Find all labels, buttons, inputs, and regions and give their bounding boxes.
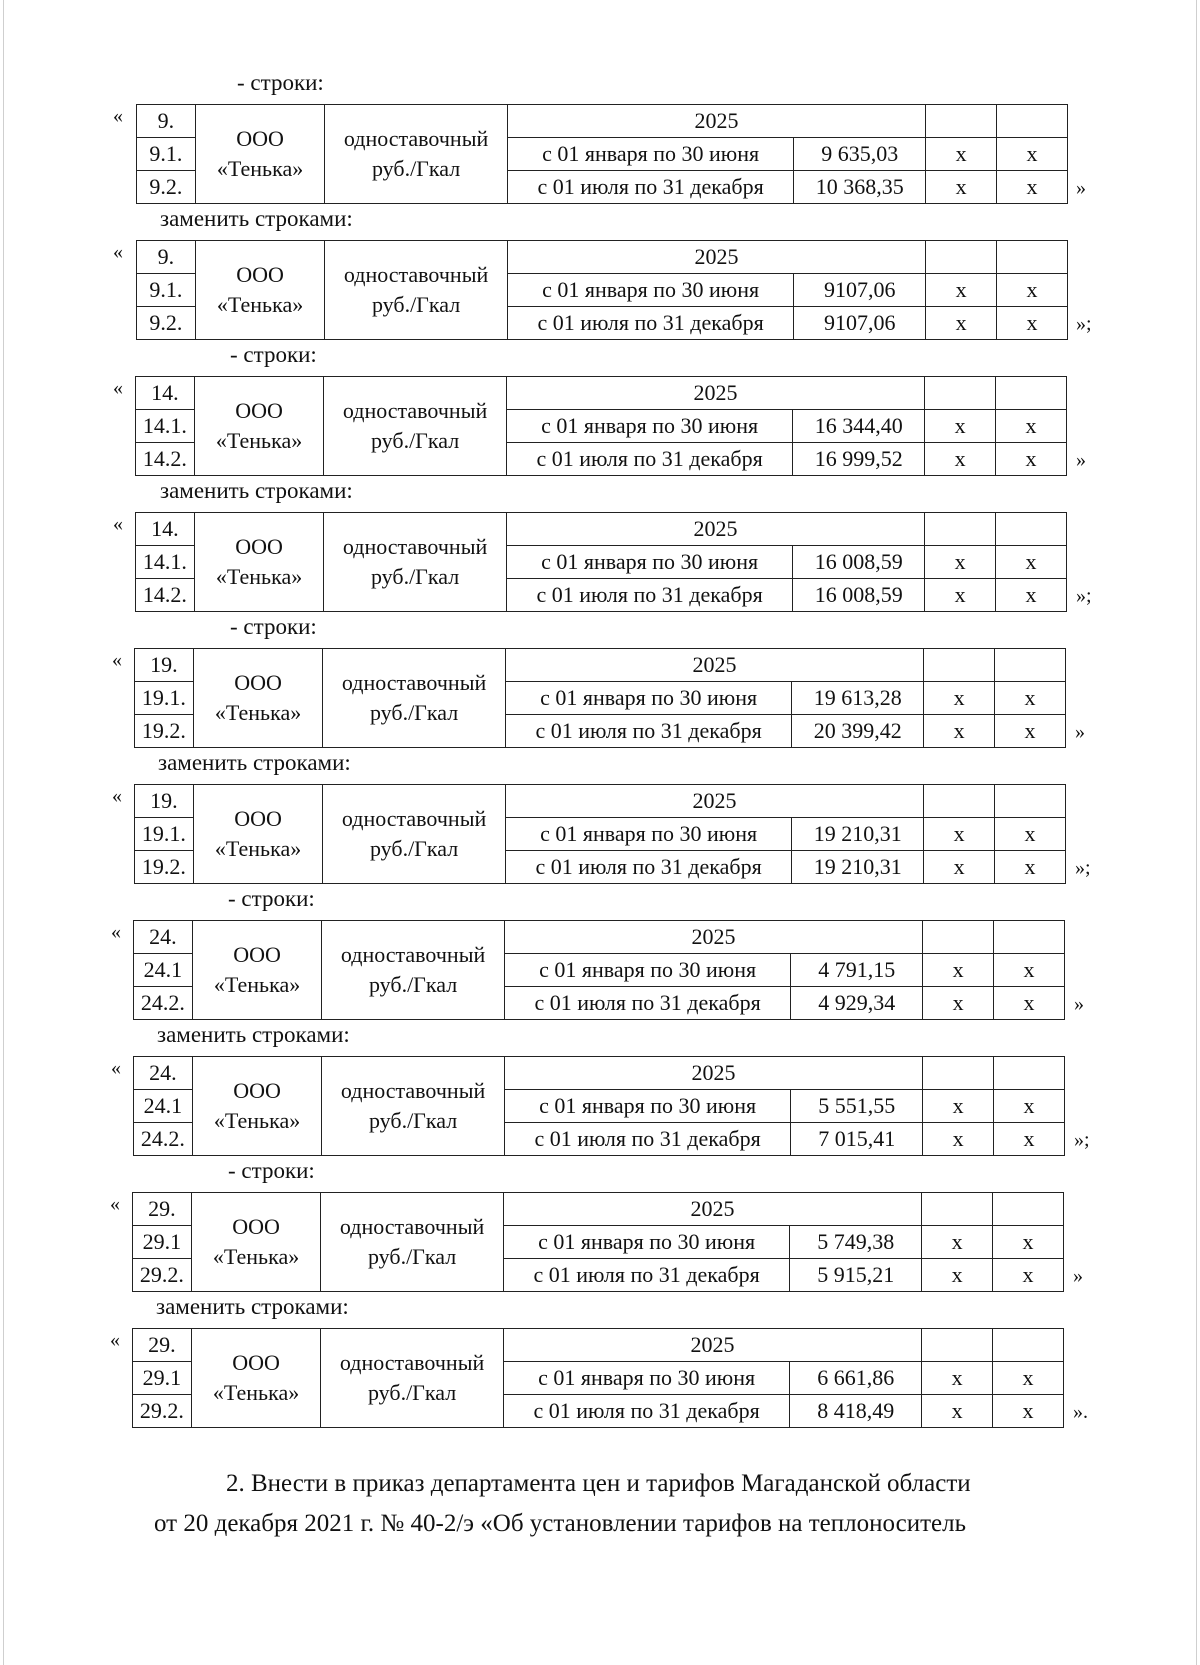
year-cell: 2025: [507, 105, 925, 138]
organization-cell: ООО «Тенька»: [191, 1193, 321, 1292]
x-mark-cell: х: [993, 1259, 1064, 1292]
empty-cell: [993, 1193, 1064, 1226]
tariff-table: [135, 376, 1067, 476]
tariff-value-cell: 4 929,34: [791, 987, 923, 1020]
empty-cell: [997, 105, 1068, 138]
tariff-kind-cell: одноставочный руб./Гкал: [323, 649, 505, 748]
tariff-kind-cell: одноставочный руб./Гкал: [322, 1057, 504, 1156]
x-mark-cell: х: [925, 410, 996, 443]
empty-cell: [923, 1057, 994, 1090]
sub-number-cell: 14.2.: [136, 579, 195, 612]
quote-close: »;: [1074, 1129, 1090, 1151]
quote-open: «: [110, 1329, 120, 1351]
table-row: [134, 1057, 1065, 1090]
quote-close: »: [1074, 993, 1084, 1015]
x-mark-cell: х: [995, 715, 1066, 748]
x-mark-cell: х: [993, 1395, 1064, 1428]
quote-open: «: [111, 1057, 121, 1079]
period-cell: с 01 июля по 31 декабря: [506, 579, 793, 612]
period-cell: с 01 января по 30 июня: [507, 138, 794, 171]
tariff-value-cell: 20 399,42: [792, 715, 924, 748]
table-row: [133, 1193, 1064, 1226]
x-mark-cell: х: [996, 546, 1067, 579]
table-row: [137, 105, 1068, 138]
row-number-cell: 9.: [137, 105, 196, 138]
empty-cell: [922, 1329, 993, 1362]
period-cell: с 01 июля по 31 декабря: [504, 987, 791, 1020]
period-cell: с 01 июля по 31 декабря: [506, 443, 793, 476]
scan-edge-left: [3, 0, 4, 1665]
tariff-value-cell: 19 210,31: [792, 818, 924, 851]
tariff-value-cell: 16 344,40: [793, 410, 925, 443]
row-number-cell: 19.: [135, 649, 194, 682]
sub-number-cell: 19.1.: [135, 682, 194, 715]
period-cell: с 01 июля по 31 декабря: [505, 851, 792, 884]
quote-open: «: [113, 513, 123, 535]
tariff-table: [132, 1192, 1064, 1292]
empty-cell: [996, 377, 1067, 410]
empty-cell: [925, 377, 996, 410]
x-mark-cell: х: [996, 443, 1067, 476]
x-mark-cell: х: [925, 579, 996, 612]
tariff-table: [136, 104, 1068, 204]
caption-old-rows: - строки:: [228, 1158, 315, 1183]
sub-number-cell: 24.1: [134, 954, 193, 987]
sub-number-cell: 19.1.: [135, 818, 194, 851]
period-cell: с 01 января по 30 июня: [504, 954, 791, 987]
sub-number-cell: 29.2.: [133, 1259, 192, 1292]
year-cell: 2025: [506, 377, 924, 410]
x-mark-cell: х: [924, 715, 995, 748]
x-mark-cell: х: [993, 1226, 1064, 1259]
caption-old-rows: - строки:: [230, 342, 317, 367]
tariff-table: [134, 648, 1066, 748]
x-mark-cell: х: [993, 1362, 1064, 1395]
empty-cell: [997, 241, 1068, 274]
x-mark-cell: х: [997, 138, 1068, 171]
year-cell: 2025: [506, 513, 924, 546]
x-mark-cell: х: [926, 274, 997, 307]
tariff-value-cell: 10 368,35: [794, 171, 926, 204]
organization-cell: ООО «Тенька»: [192, 921, 322, 1020]
period-cell: с 01 января по 30 июня: [505, 682, 792, 715]
empty-cell: [922, 1193, 993, 1226]
tariff-value-cell: 16 008,59: [793, 546, 925, 579]
x-mark-cell: х: [923, 1090, 994, 1123]
period-cell: с 01 января по 30 июня: [506, 546, 793, 579]
x-mark-cell: х: [926, 138, 997, 171]
sub-number-cell: 9.2.: [137, 307, 196, 340]
paragraph-line-2: от 20 декабря 2021 г. № 40-2/э «Об установлении тарифов на теплоноситель: [154, 1510, 966, 1537]
paragraph-line-1: 2. Внести в приказ департамента цен и тарифов Магаданской области: [226, 1470, 971, 1497]
quote-open: «: [111, 921, 121, 943]
caption-old-rows: - строки:: [228, 886, 315, 911]
organization-cell: ООО «Тенька»: [193, 649, 323, 748]
empty-cell: [924, 785, 995, 818]
empty-cell: [996, 513, 1067, 546]
sub-number-cell: 9.1.: [137, 138, 196, 171]
sub-number-cell: 24.2.: [134, 1123, 193, 1156]
tariff-value-cell: 4 791,15: [791, 954, 923, 987]
row-number-cell: 14.: [136, 513, 195, 546]
tariff-table: [134, 784, 1066, 884]
tariff-value-cell: 9107,06: [794, 307, 926, 340]
sub-number-cell: 19.2.: [135, 851, 194, 884]
tariff-kind-cell: одноставочный руб./Гкал: [321, 1193, 503, 1292]
x-mark-cell: х: [924, 851, 995, 884]
x-mark-cell: х: [994, 1090, 1065, 1123]
sub-number-cell: 9.1.: [137, 274, 196, 307]
caption-new-rows: заменить строками:: [157, 1022, 350, 1047]
sub-number-cell: 24.2.: [134, 987, 193, 1020]
quote-open: «: [112, 649, 122, 671]
x-mark-cell: х: [922, 1259, 993, 1292]
period-cell: с 01 января по 30 июня: [503, 1362, 790, 1395]
tariff-value-cell: 6 661,86: [790, 1362, 922, 1395]
table-row: [135, 649, 1066, 682]
row-number-cell: 24.: [134, 1057, 193, 1090]
year-cell: 2025: [503, 1193, 921, 1226]
quote-close: ».: [1073, 1401, 1088, 1423]
sub-number-cell: 9.2.: [137, 171, 196, 204]
x-mark-cell: х: [994, 954, 1065, 987]
caption-new-rows: заменить строками:: [156, 1294, 349, 1319]
x-mark-cell: х: [923, 954, 994, 987]
quote-open: «: [113, 105, 123, 127]
x-mark-cell: х: [997, 307, 1068, 340]
period-cell: с 01 июля по 31 декабря: [503, 1395, 790, 1428]
empty-cell: [995, 649, 1066, 682]
sub-number-cell: 14.1.: [136, 410, 195, 443]
tariff-value-cell: 7 015,41: [791, 1123, 923, 1156]
caption-old-rows: - строки:: [230, 614, 317, 639]
x-mark-cell: х: [924, 818, 995, 851]
organization-cell: ООО «Тенька»: [194, 513, 324, 612]
quote-open: «: [113, 241, 123, 263]
sub-number-cell: 29.2.: [133, 1395, 192, 1428]
quote-open: «: [110, 1193, 120, 1215]
period-cell: с 01 июля по 31 декабря: [504, 1123, 791, 1156]
x-mark-cell: х: [925, 546, 996, 579]
x-mark-cell: х: [924, 682, 995, 715]
row-number-cell: 29.: [133, 1193, 192, 1226]
tariff-value-cell: 16 999,52: [793, 443, 925, 476]
table-row: [134, 921, 1065, 954]
sub-number-cell: 14.2.: [136, 443, 195, 476]
tariff-kind-cell: одноставочный руб./Гкал: [322, 921, 504, 1020]
tariff-value-cell: 8 418,49: [790, 1395, 922, 1428]
period-cell: с 01 января по 30 июня: [505, 818, 792, 851]
row-number-cell: 24.: [134, 921, 193, 954]
x-mark-cell: х: [996, 579, 1067, 612]
caption-new-rows: заменить строками:: [160, 206, 353, 231]
quote-close: »: [1076, 177, 1086, 199]
x-mark-cell: х: [926, 171, 997, 204]
x-mark-cell: х: [925, 443, 996, 476]
tariff-value-cell: 5 551,55: [791, 1090, 923, 1123]
period-cell: с 01 июля по 31 декабря: [507, 307, 794, 340]
tariff-kind-cell: одноставочный руб./Гкал: [325, 105, 507, 204]
tariff-value-cell: 19 613,28: [792, 682, 924, 715]
tariff-kind-cell: одноставочный руб./Гкал: [321, 1329, 503, 1428]
empty-cell: [924, 649, 995, 682]
tariff-value-cell: 16 008,59: [793, 579, 925, 612]
quote-close: »: [1073, 1265, 1083, 1287]
tariff-table: [133, 1056, 1065, 1156]
period-cell: с 01 января по 30 июня: [504, 1090, 791, 1123]
caption-new-rows: заменить строками:: [158, 750, 351, 775]
row-number-cell: 29.: [133, 1329, 192, 1362]
x-mark-cell: х: [997, 171, 1068, 204]
x-mark-cell: х: [995, 851, 1066, 884]
sub-number-cell: 29.1: [133, 1362, 192, 1395]
sub-number-cell: 29.1: [133, 1226, 192, 1259]
tariff-kind-cell: одноставочный руб./Гкал: [323, 785, 505, 884]
sub-number-cell: 14.1.: [136, 546, 195, 579]
empty-cell: [925, 513, 996, 546]
empty-cell: [926, 241, 997, 274]
x-mark-cell: х: [922, 1226, 993, 1259]
period-cell: с 01 июля по 31 декабря: [503, 1259, 790, 1292]
organization-cell: ООО «Тенька»: [191, 1329, 321, 1428]
empty-cell: [926, 105, 997, 138]
quote-close: »;: [1076, 585, 1092, 607]
year-cell: 2025: [505, 649, 923, 682]
x-mark-cell: х: [922, 1362, 993, 1395]
table-row: [133, 1329, 1064, 1362]
paragraph-2: [0, 1464, 1200, 1544]
quote-open: «: [112, 785, 122, 807]
tariff-value-cell: 9 635,03: [794, 138, 926, 171]
sub-number-cell: 24.1: [134, 1090, 193, 1123]
year-cell: 2025: [504, 1057, 922, 1090]
x-mark-cell: х: [997, 274, 1068, 307]
x-mark-cell: х: [922, 1395, 993, 1428]
organization-cell: ООО «Тенька»: [192, 1057, 322, 1156]
x-mark-cell: х: [995, 818, 1066, 851]
organization-cell: ООО «Тенька»: [194, 377, 324, 476]
organization-cell: ООО «Тенька»: [193, 785, 323, 884]
period-cell: с 01 января по 30 июня: [506, 410, 793, 443]
tariff-kind-cell: одноставочный руб./Гкал: [324, 377, 506, 476]
tariff-table: [132, 1328, 1064, 1428]
empty-cell: [994, 1057, 1065, 1090]
x-mark-cell: х: [994, 1123, 1065, 1156]
period-cell: с 01 июля по 31 декабря: [505, 715, 792, 748]
year-cell: 2025: [503, 1329, 921, 1362]
tariff-table: [133, 920, 1065, 1020]
year-cell: 2025: [504, 921, 922, 954]
x-mark-cell: х: [923, 1123, 994, 1156]
table-row: [136, 513, 1067, 546]
tariff-value-cell: 5 749,38: [790, 1226, 922, 1259]
empty-cell: [993, 1329, 1064, 1362]
tariff-kind-cell: одноставочный руб./Гкал: [325, 241, 507, 340]
empty-cell: [995, 785, 1066, 818]
row-number-cell: 19.: [135, 785, 194, 818]
row-number-cell: 14.: [136, 377, 195, 410]
organization-cell: ООО «Тенька»: [195, 105, 325, 204]
period-cell: с 01 января по 30 июня: [507, 274, 794, 307]
x-mark-cell: х: [995, 682, 1066, 715]
tariff-table: [136, 240, 1068, 340]
empty-cell: [923, 921, 994, 954]
table-row: [136, 377, 1067, 410]
x-mark-cell: х: [923, 987, 994, 1020]
year-cell: 2025: [507, 241, 925, 274]
tariff-table: [135, 512, 1067, 612]
empty-cell: [994, 921, 1065, 954]
quote-close: »: [1076, 449, 1086, 471]
quote-close: »;: [1075, 857, 1091, 879]
scan-edge-right: [1196, 0, 1197, 1665]
sub-number-cell: 19.2.: [135, 715, 194, 748]
caption-old-rows: - строки:: [237, 70, 324, 95]
x-mark-cell: х: [926, 307, 997, 340]
period-cell: с 01 января по 30 июня: [503, 1226, 790, 1259]
tariff-value-cell: 19 210,31: [792, 851, 924, 884]
table-row: [135, 785, 1066, 818]
organization-cell: ООО «Тенька»: [195, 241, 325, 340]
quote-close: »;: [1076, 313, 1092, 335]
tariff-value-cell: 9107,06: [794, 274, 926, 307]
period-cell: с 01 июля по 31 декабря: [507, 171, 794, 204]
tariff-kind-cell: одноставочный руб./Гкал: [324, 513, 506, 612]
table-row: [137, 241, 1068, 274]
caption-new-rows: заменить строками:: [160, 478, 353, 503]
year-cell: 2025: [505, 785, 923, 818]
quote-open: «: [113, 377, 123, 399]
row-number-cell: 9.: [137, 241, 196, 274]
x-mark-cell: х: [996, 410, 1067, 443]
x-mark-cell: х: [994, 987, 1065, 1020]
quote-close: »: [1075, 721, 1085, 743]
tariff-value-cell: 5 915,21: [790, 1259, 922, 1292]
